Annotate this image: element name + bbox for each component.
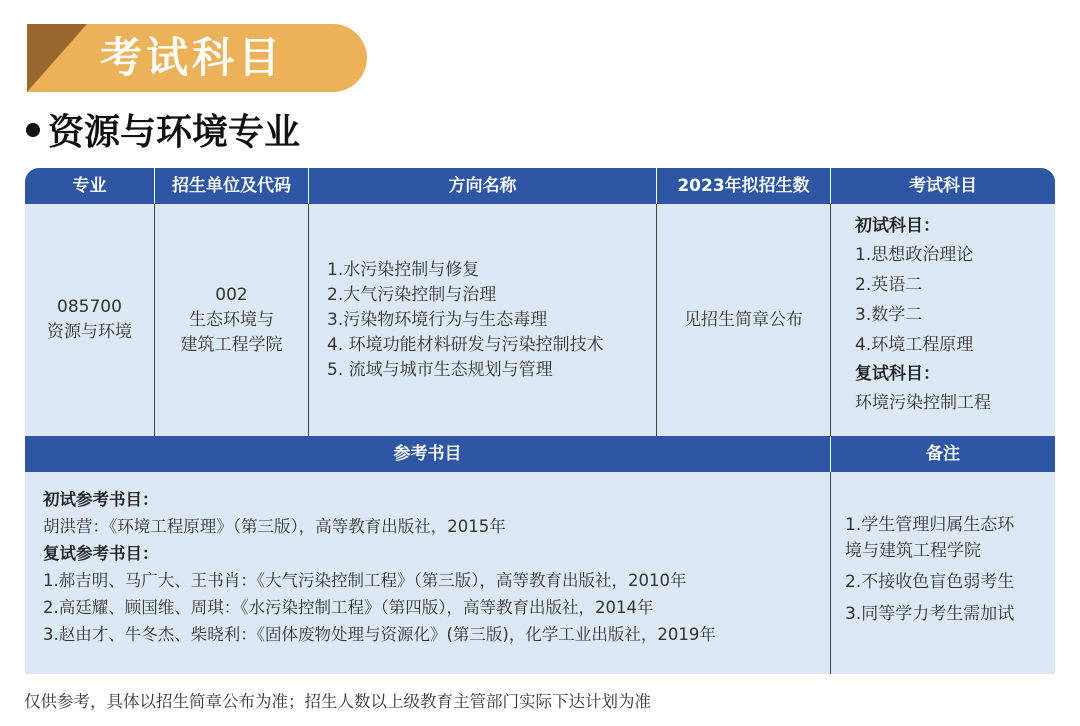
enrollment-cell [657, 204, 830, 436]
section-title-text: 资源与环境专业 [48, 112, 301, 153]
note-item: 境与建筑工程学院 [845, 541, 981, 561]
ref-item: 1.郝吉明、马广大、王书肖：《大气污染控制工程》（第三版），高等教育出版社，2010年 [43, 571, 687, 590]
unit-name-line2: 建筑工程学院 [180, 334, 283, 355]
ref-item: 2.高廷耀、顾国维、周琪：《水污染控制工程》（第四版），高等教育出版社，2014年 [43, 598, 654, 617]
exam-subject: 3.数学二 [855, 305, 923, 325]
header-major: 专业 [25, 168, 154, 204]
page-title: 考试科目 [100, 33, 285, 82]
unit-cell [155, 204, 308, 436]
exam-retest-subject: 环境污染控制工程 [855, 393, 991, 413]
bullet-icon [26, 123, 40, 137]
header-notes: 备注 [831, 436, 1055, 472]
major-cell [25, 204, 154, 436]
ref-item: 胡洪营：《环境工程原理》（第三版），高等教育出版社，2015年 [43, 517, 506, 536]
footer-note: 仅供参考，具体以招生简章公布为准；招生人数以上级教育主管部门实际下达计划为准 [24, 692, 651, 711]
direction-item: 1.水污染控制与修复 [327, 259, 480, 280]
note-item: 2.不接收色盲色弱考生 [845, 572, 1015, 592]
ribbon-accent [27, 24, 87, 92]
header-references: 参考书目 [25, 436, 830, 472]
exam-subject: 2.英语二 [855, 275, 923, 295]
enrollment-value: 见招生简章公布 [684, 309, 803, 330]
exam-table [25, 168, 1055, 674]
direction-item: 4. 环境功能材料研发与污染控制技术 [327, 334, 604, 355]
note-item: 3.同等学力考生需加试 [845, 604, 1015, 624]
note-item: 1.学生管理归属生态环 [845, 515, 1015, 535]
header-exam: 考试科目 [831, 168, 1055, 204]
ref-retest-label: 复试参考书目： [43, 544, 159, 563]
header-direction: 方向名称 [309, 168, 656, 204]
header-unit: 招生单位及代码 [155, 168, 308, 204]
exam-cell [855, 212, 1051, 432]
direction-cell [327, 204, 652, 436]
major-code: 085700 [57, 297, 122, 317]
direction-item: 2.大气污染控制与治理 [327, 284, 497, 305]
ref-item: 3.赵由才、牛冬杰、柴晓利：《固体废物处理与资源化》(第三版)，化学工业出版社，2019年 [43, 625, 716, 644]
ref-initial-label: 初试参考书目： [43, 490, 159, 509]
notes-cell [845, 512, 1050, 630]
exam-retest-label: 复试科目： [855, 364, 940, 384]
direction-item: 3.污染物环境行为与生态毒理 [327, 309, 548, 330]
unit-name-line1: 生态环境与 [189, 309, 274, 330]
exam-subject: 4.环境工程原理 [855, 335, 974, 355]
references-cell [43, 486, 823, 648]
header-enrollment: 2023年拟招生数 [657, 168, 830, 204]
exam-subject: 1.思想政治理论 [855, 245, 974, 265]
unit-code: 002 [215, 284, 248, 305]
major-name: 资源与环境 [47, 322, 132, 342]
exam-initial-label: 初试科目： [855, 216, 940, 236]
direction-item: 5. 流域与城市生态规划与管理 [327, 359, 553, 380]
section-title [26, 104, 300, 155]
